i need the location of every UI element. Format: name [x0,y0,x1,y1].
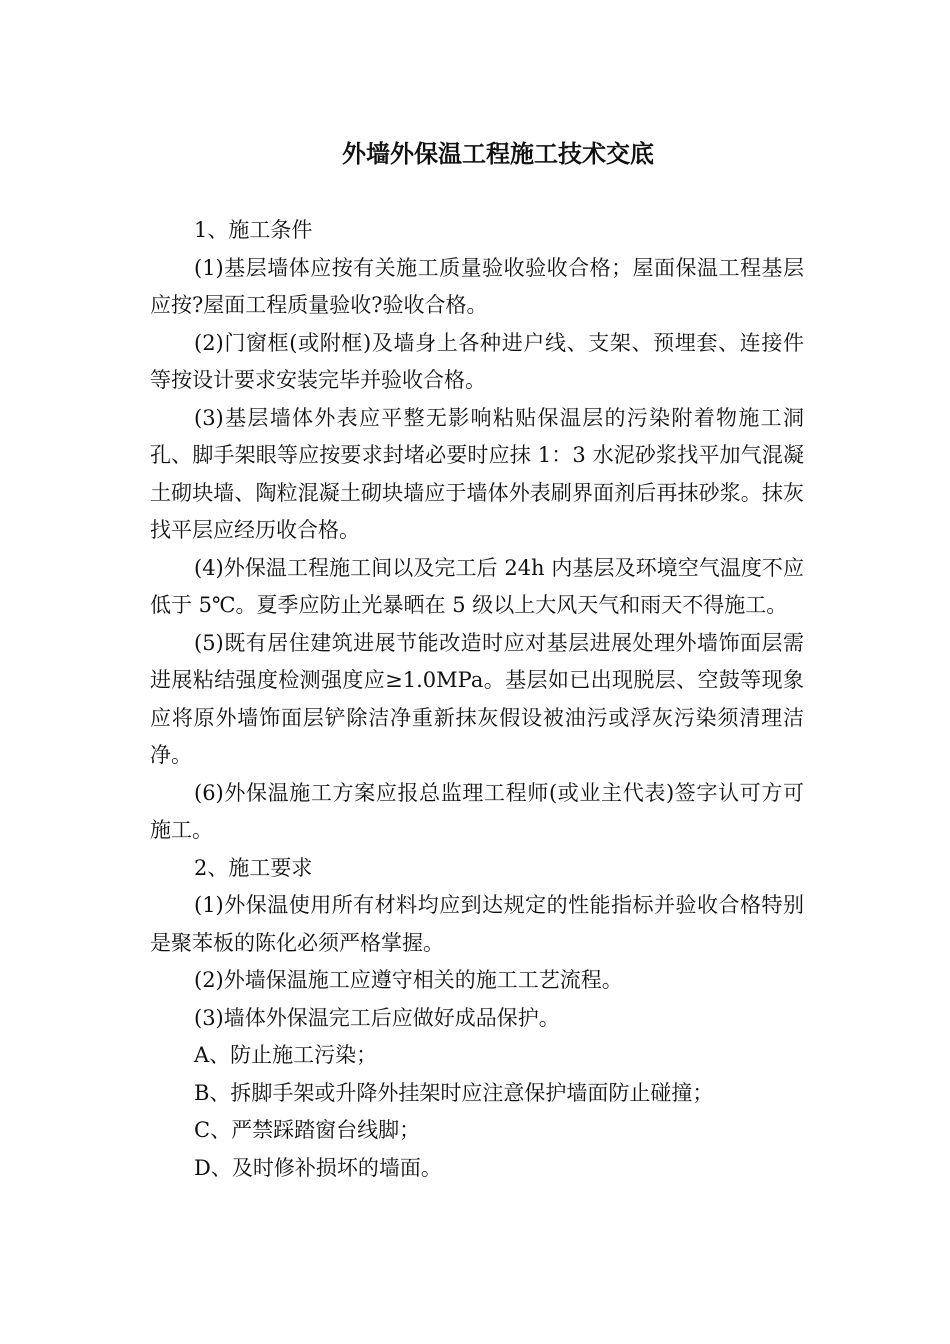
document-title: 外墙外保温工程施工技术交底 [342,139,654,168]
paragraph: (1)基层墙体应按有关施工质量验收验收合格；屋面保温工程基层应按?屋面工程质量验收?验收合格。 [150,255,804,317]
paragraph: (3)基层墙体外表应平整无影响粘贴保温层的污染附着物施工洞孔、脚手架眼等应按要求封堵必要时应抹 1：3 水泥砂浆找平加气混凝土砌块墙、陶粒混凝土砌块墙应于墙体外表刷界面剂后再抹砂浆。抹灰找平层应经历收合格。 [150,405,804,542]
list-item: A、防止施工污染； [194,1043,378,1067]
paragraph: (3)墙体外保温完工后应做好成品保护。 [194,1005,560,1030]
section-heading-requirements: 2、施工要求 [194,855,313,880]
paragraph: (2)外墙保温施工应遵守相关的施工工艺流程。 [194,968,623,992]
list-item: C、严禁踩踏窗台线脚； [194,1118,421,1142]
list-item: D、及时修补损坏的墙面。 [194,1155,442,1180]
paragraph: (4)外保温工程施工间以及完工后 24h 内基层及环境空气温度不应低于 5℃。夏季应防止光暴晒在 5 级以上大风天气和雨天不得施工。 [150,555,804,617]
paragraph: (5)既有居住建筑进展节能改造时应对基层进展处理外墙饰面层需进展粘结强度检测强度应≥1.0MPa。基层如已出现脱层、空鼓等现象应将原外墙饰面层铲除洁净重新抹灰假设被油污或浮灰污染须清理洁净。 [150,630,804,767]
document-body [150,212,804,1187]
section-heading-conditions: 1、施工条件 [194,218,313,242]
paragraph: (1)外保温使用所有材料均应到达规定的性能指标并验收合格特别是聚苯板的陈化必须严格掌握。 [150,893,804,955]
paragraph: (2)门窗框(或附框)及墙身上各种进户线、支架、预埋套、连接件等按设计要求安装完毕并验收合格。 [150,330,804,392]
list-item: B、拆脚手架或升降外挂架时应注意保护墙面防止碰撞； [194,1080,714,1105]
paragraph: (6)外保温施工方案应报总监理工程师(或业主代表)签字认可方可施工。 [150,780,804,842]
